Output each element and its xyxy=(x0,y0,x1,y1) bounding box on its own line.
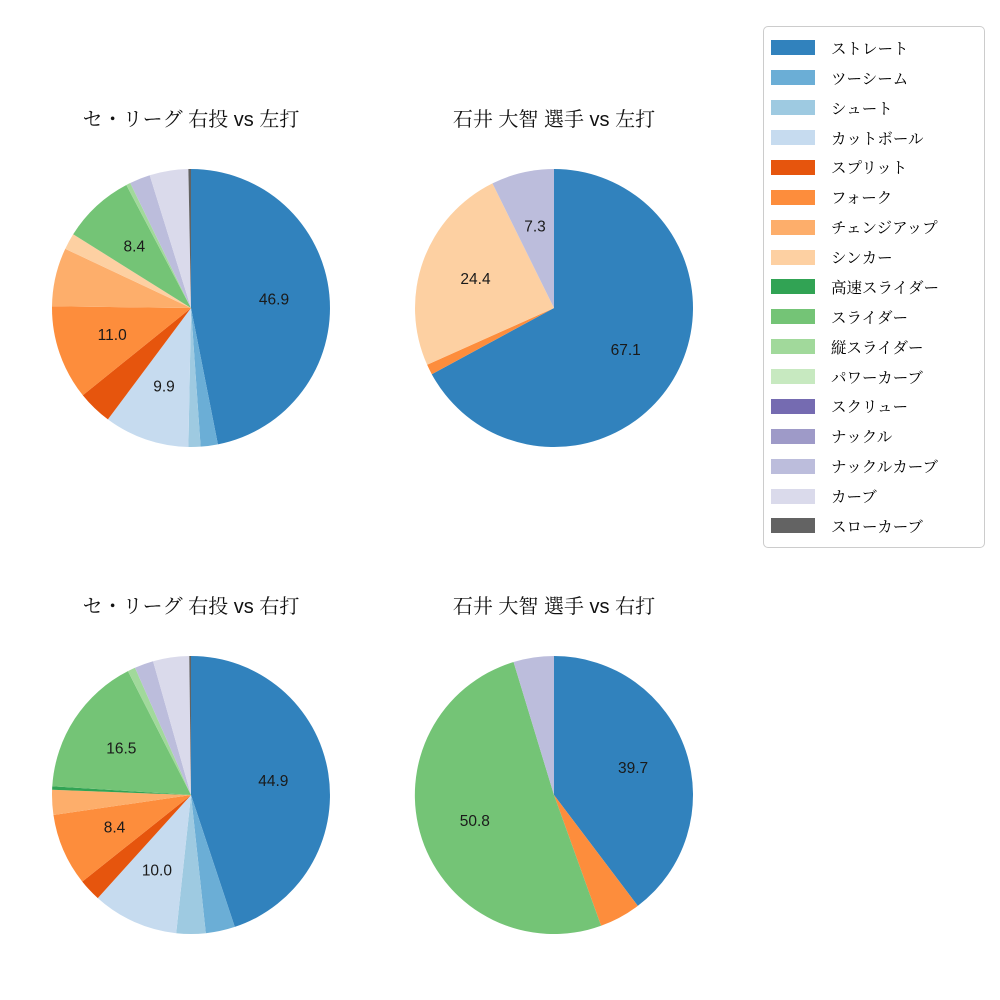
legend-color-swatch xyxy=(771,309,815,324)
legend-color-swatch xyxy=(771,429,815,444)
chart-title-ce-league-vs-lhb: セ・リーグ 右投 vs 左打 xyxy=(82,109,300,131)
legend-label: 高速スライダー xyxy=(831,279,940,297)
legend-color-swatch xyxy=(771,518,815,533)
legend-item xyxy=(771,395,984,417)
legend-label: カーブ xyxy=(831,489,877,507)
legend-label: フォーク xyxy=(831,190,893,208)
legend-item xyxy=(771,97,984,119)
chart-title-ce-league-vs-rhb: セ・リーグ 右投 vs 右打 xyxy=(82,596,300,618)
pie-value-label: 44.9 xyxy=(258,773,289,791)
legend-color-swatch xyxy=(771,369,815,384)
pie-chart-ce-league-vs-lhb xyxy=(51,168,331,448)
legend-label: ナックルカーブ xyxy=(831,459,938,477)
legend-label: パワーカーブ xyxy=(831,369,923,387)
legend-label: チェンジアップ xyxy=(831,220,938,238)
pie-value-label: 67.1 xyxy=(610,342,641,360)
legend-label: スライダー xyxy=(831,309,909,327)
pie-value-label: 50.8 xyxy=(459,812,490,830)
pie-value-label: 9.9 xyxy=(153,378,175,396)
legend-color-swatch xyxy=(771,190,815,205)
legend-item xyxy=(771,425,984,447)
legend-color-swatch xyxy=(771,70,815,85)
legend-label: カットボール xyxy=(831,130,924,148)
pie-value-label: 10.0 xyxy=(141,862,172,880)
pie-value-label: 8.4 xyxy=(123,238,146,256)
legend-color-swatch xyxy=(771,250,815,265)
legend-item xyxy=(771,67,984,89)
pie-value-label: 8.4 xyxy=(103,819,126,837)
legend-item xyxy=(771,37,984,59)
chart-title-ishii-vs-lhb: 石井 大智 選手 vs 左打 xyxy=(452,109,656,131)
pie-chart-ishii-vs-rhb xyxy=(414,655,694,935)
pie-chart-ce-league-vs-rhb xyxy=(51,655,331,935)
legend-label: シンカー xyxy=(831,250,893,268)
legend-label: ツーシーム xyxy=(831,70,909,88)
legend-label: ナックル xyxy=(831,429,893,447)
pie-chart-ishii-vs-lhb xyxy=(414,168,694,448)
legend xyxy=(763,26,985,548)
pie-value-label: 39.7 xyxy=(618,760,649,777)
legend-color-swatch xyxy=(771,459,815,474)
legend-item xyxy=(771,216,984,238)
legend-color-swatch xyxy=(771,279,815,294)
legend-label: スローカーブ xyxy=(831,518,923,536)
pie-value-label: 24.4 xyxy=(460,271,491,289)
legend-item xyxy=(771,455,984,477)
pie-value-label: 46.9 xyxy=(258,291,290,309)
legend-color-swatch xyxy=(771,160,815,175)
chart-title-ishii-vs-rhb: 石井 大智 選手 vs 右打 xyxy=(452,596,656,618)
legend-label: ストレート xyxy=(831,40,909,58)
legend-label: スクリュー xyxy=(831,399,909,417)
legend-label: スプリット xyxy=(831,160,908,178)
legend-label: 縦スライダー xyxy=(831,339,924,357)
legend-item xyxy=(771,276,984,298)
pie-value-label: 7.3 xyxy=(524,218,546,236)
legend-item xyxy=(771,127,984,149)
legend-item xyxy=(771,306,984,328)
legend-color-swatch xyxy=(771,489,815,504)
legend-item xyxy=(771,485,984,507)
pie-value-label: 11.0 xyxy=(97,326,127,344)
legend-color-swatch xyxy=(771,339,815,354)
legend-item xyxy=(771,246,984,268)
legend-color-swatch xyxy=(771,100,815,115)
legend-item xyxy=(771,515,984,537)
pie-value-label: 16.5 xyxy=(106,740,137,758)
legend-color-swatch xyxy=(771,399,815,414)
legend-color-swatch xyxy=(771,220,815,235)
legend-item xyxy=(771,366,984,388)
legend-item xyxy=(771,156,984,178)
legend-label: シュート xyxy=(831,100,893,118)
legend-color-swatch xyxy=(771,40,815,55)
legend-item xyxy=(771,186,984,208)
legend-item xyxy=(771,336,984,358)
legend-color-swatch xyxy=(771,130,815,145)
